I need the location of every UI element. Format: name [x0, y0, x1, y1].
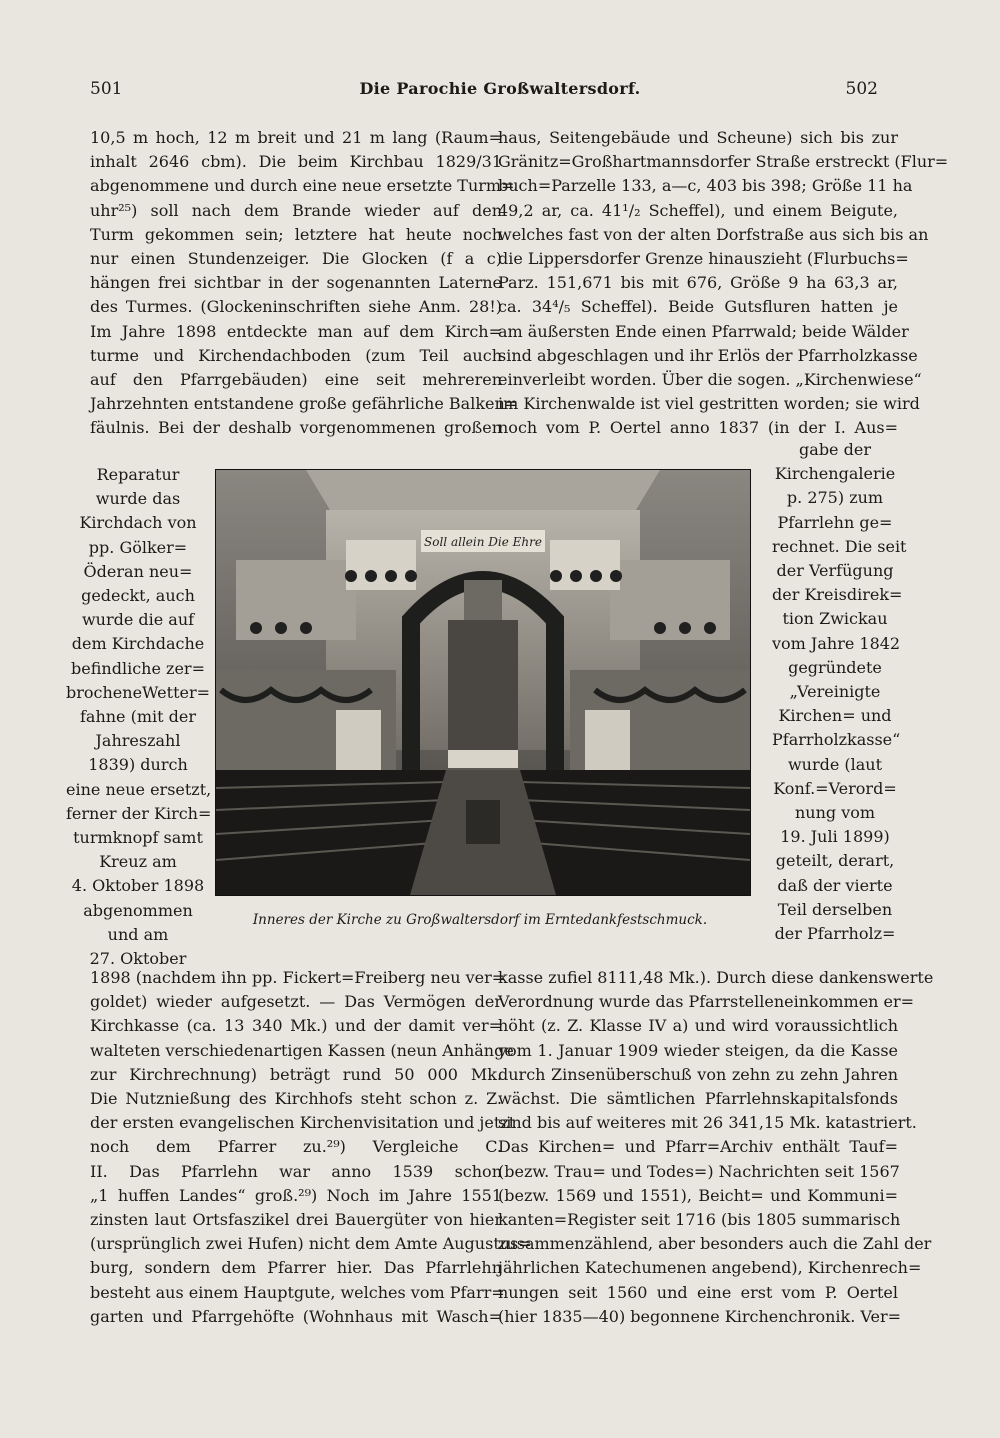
text-line: gabe der [799, 440, 871, 459]
text-line: eine neue ersetzt, [66, 779, 212, 799]
text-line: ca. 34⁴/₅ Scheffel). Beide Gutsfluren hatten je [498, 297, 898, 317]
church-interior-illustration [216, 470, 750, 895]
text-line: Im Jahre 1898 entdeckte man auf dem Kirch= [90, 321, 502, 341]
text-line: besteht aus einem Hauptgute, welches vom Pfarr= [90, 1282, 505, 1302]
text-line: buch=Parzelle 133, a—c, 403 bis 398; Größe 11 ha [498, 176, 913, 196]
text-line: 1839) durch [88, 755, 188, 775]
text-line: Kirchdach von [79, 513, 197, 533]
right-column-top-text [498, 126, 949, 441]
text-line: rechnet. Die seit [772, 536, 907, 556]
text-line: Reparatur [96, 465, 180, 484]
text-line: 49,2 ar, ca. 41¹/₂ Scheffel), und einem Beigute, [498, 200, 898, 220]
text-line: dem Kirchdache [71, 634, 205, 654]
text-line: Gränitz=Großhartmannsdorfer Straße erstreckt (Flur= [498, 152, 949, 172]
text-line: nungen seit 1560 und eine erst vom P. Oertel [498, 1282, 898, 1302]
text-line: ferner der Kirch= [66, 803, 212, 823]
text-line: abgenommene und durch eine neue ersetzte Turm= [90, 176, 515, 196]
text-line: „Vereinigte [789, 682, 881, 702]
text-line: hängen frei sichtbar in der sogenannten Laterne [90, 273, 502, 293]
text-line: Konf.=Verord= [773, 778, 897, 798]
text-line: noch vom P. Oertel anno 1837 (in der I. Aus= [498, 418, 898, 438]
text-line: der Kreisdirek= [772, 585, 903, 605]
text-line: gedeckt, auch [81, 586, 195, 606]
text-line: gegründete [788, 657, 882, 677]
text-line: 4. Oktober 1898 [71, 876, 205, 896]
text-line: sind bis auf weiteres mit 26 341,15 Mk. katastriert. [498, 1113, 917, 1133]
text-line: tion Zwickau [782, 609, 888, 629]
text-line: durch Zinsenüberschuß von zehn zu zehn Jahren [498, 1064, 898, 1084]
text-line: 1898 (nachdem ihn pp. Fickert=Freiberg neu ver= [90, 968, 506, 987]
text-line: Das Kirchen= und Pfarr=Archiv enthält Tauf= [498, 1137, 898, 1157]
text-line: fahne (mit der [79, 707, 197, 727]
text-line: und am [107, 924, 169, 944]
church-interior-photo [215, 469, 751, 896]
text-line: garten und Pfarrgehöfte (Wohnhaus mit Wasch= [90, 1306, 502, 1326]
text-line: kanten=Register seit 1716 (bis 1805 summarisch [498, 1210, 901, 1230]
text-line: „1 huffen Landes“ groß.²⁹) Noch im Jahre 1551 [90, 1185, 502, 1205]
left-column-bottom-text [90, 966, 532, 1329]
text-line: Pfarrlehn ge= [777, 512, 893, 532]
text-line: inhalt 2646 cbm). Die beim Kirchbau 1829/31 [90, 152, 502, 172]
page-number-left: 501 [90, 79, 123, 99]
text-line: welches fast von der alten Dorfstraße aus sich bis an [498, 224, 929, 244]
text-line: des Turmes. (Glockeninschriften siehe Anm. 28!) [90, 297, 502, 317]
text-line: der ersten evangelischen Kirchenvisitation und jetzt [90, 1113, 516, 1133]
text-line: Parz. 151,671 bis mit 676, Größe 9 ha 63,3 ar, [498, 273, 898, 293]
text-line: Kreuz am [99, 852, 177, 872]
text-line: Turm gekommen sein; letztere hat heute noch [90, 224, 502, 244]
text-line: wurde die auf [81, 610, 195, 630]
text-line: befindliche zer= [71, 658, 205, 678]
text-line: 19. Juli 1899) [780, 827, 890, 847]
text-line: Pfarrholzkasse“ [772, 730, 901, 750]
text-line: (bezw. Trau= und Todes=) Nachrichten seit 1567 [498, 1161, 900, 1181]
text-line: kasse zufiel 8111,48 Mk.). Durch diese dankenswerte [498, 968, 934, 987]
text-line: Öderan neu= [83, 561, 193, 581]
text-line: wächst. Die sämtlichen Pfarrlehnskapitalsfonds [498, 1089, 898, 1109]
text-line: vom Jahre 1842 [772, 633, 901, 653]
text-line: abgenommen [83, 900, 193, 920]
right-column-narrow-text [772, 438, 907, 946]
text-line: Kirchengalerie [774, 464, 896, 484]
figure-caption: Inneres der Kirche zu Großwaltersdorf im Erntedankfestschmuck. [252, 912, 708, 928]
text-line: pp. Gölker= [88, 537, 188, 557]
text-line: im Kirchenwalde ist viel gestritten worden; sie wird [498, 394, 920, 414]
text-line: fäulnis. Bei der deshalb vorgenommenen großen [90, 418, 502, 438]
text-line: höht (z. Z. Klasse IV a) und wird voraussichtlich [498, 1016, 898, 1036]
text-line: der Pfarrholz= [774, 924, 896, 944]
text-line: zur Kirchrechnung) beträgt rund 50 000 Mk. [90, 1064, 502, 1084]
text-line: 10,5 m hoch, 12 m breit und 21 m lang (Raum= [90, 128, 502, 147]
text-line: wurde das [95, 489, 181, 509]
text-line: noch dem Pfarrer zu.²⁹) Vergleiche C. [90, 1137, 502, 1157]
text-line: geteilt, derart, [775, 851, 895, 871]
text-line: (bezw. 1569 und 1551), Beicht= und Kommuni= [498, 1185, 898, 1205]
text-line: auf den Pfarrgebäuden) eine seit mehreren [90, 370, 502, 390]
text-line: vom 1. Januar 1909 wieder steigen, da die Kasse [498, 1040, 898, 1060]
text-line: Verordnung wurde das Pfarrstelleneinkommen er= [498, 992, 915, 1012]
text-line: p. 275) zum [786, 488, 884, 508]
text-line: (hier 1835—40) begonnene Kirchenchronik. Ver= [498, 1306, 901, 1326]
left-column-narrow-text [66, 463, 210, 971]
text-line: II. Das Pfarrlehn war anno 1539 schon [90, 1161, 502, 1181]
text-line: am äußersten Ende einen Pfarrwald; beide Wälder [498, 321, 909, 341]
text-line: zusammenzählend, aber besonders auch die Zahl der [498, 1234, 932, 1254]
text-line: turmknopf samt [73, 828, 203, 848]
banner-text: Soll allein Die Ehre [424, 535, 542, 549]
left-column-top-text [90, 126, 519, 441]
running-title: Die Parochie Großwaltersdorf. [359, 79, 641, 98]
text-line: der Verfügung [776, 561, 894, 581]
text-line: Jahreszahl [95, 731, 181, 751]
text-line: haus, Seitengebäude und Scheune) sich bis zur [498, 128, 898, 147]
text-line: (ursprünglich zwei Hufen) nicht dem Amte Augustus= [90, 1234, 532, 1254]
text-line: wurde (laut [787, 754, 883, 774]
text-line: daß der vierte [777, 875, 893, 895]
text-line: zinsten laut Ortsfaszikel drei Bauergüter von hier [90, 1210, 502, 1230]
text-line: Teil derselben [777, 899, 893, 919]
text-line: Die Nutznießung des Kirchhofs steht schon z. Z. [90, 1089, 502, 1109]
text-line: uhr²⁵) soll nach dem Brande wieder auf den [90, 200, 502, 220]
text-line: goldet) wieder aufgesetzt. — Das Vermögen der [90, 992, 502, 1012]
text-line: walteten verschiedenartigen Kassen (neun Anhänge [90, 1040, 514, 1060]
text-line: Kirchkasse (ca. 13 340 Mk.) und der damit ver= [90, 1016, 502, 1036]
text-line: jährlichen Katechumenen angebend), Kirchenrech= [498, 1258, 922, 1278]
text-line: die Lippersdorfer Grenze hinauszieht (Flurbuchs= [498, 249, 909, 269]
text-line: 27. Oktober [89, 949, 187, 969]
text-line: einverleibt worden. Über die sogen. „Kirchenwiese“ [498, 370, 922, 390]
text-line: burg, sondern dem Pfarrer hier. Das Pfarrlehn [90, 1258, 502, 1278]
page-number-right: 502 [845, 79, 878, 99]
text-line: turme und Kirchendachboden (zum Teil auch [90, 345, 502, 365]
text-line: Kirchen= und [778, 706, 892, 726]
text-line: Jahrzehnten entstandene große gefährliche Balken= [90, 394, 519, 414]
text-line: brocheneWetter= [66, 682, 211, 702]
text-line: nung vom [794, 803, 876, 823]
text-line: sind abgeschlagen und ihr Erlös der Pfarrholzkasse [498, 345, 918, 365]
text-line: nur einen Stundenzeiger. Die Glocken (f a c) [90, 249, 502, 269]
right-column-bottom-text [498, 966, 934, 1329]
